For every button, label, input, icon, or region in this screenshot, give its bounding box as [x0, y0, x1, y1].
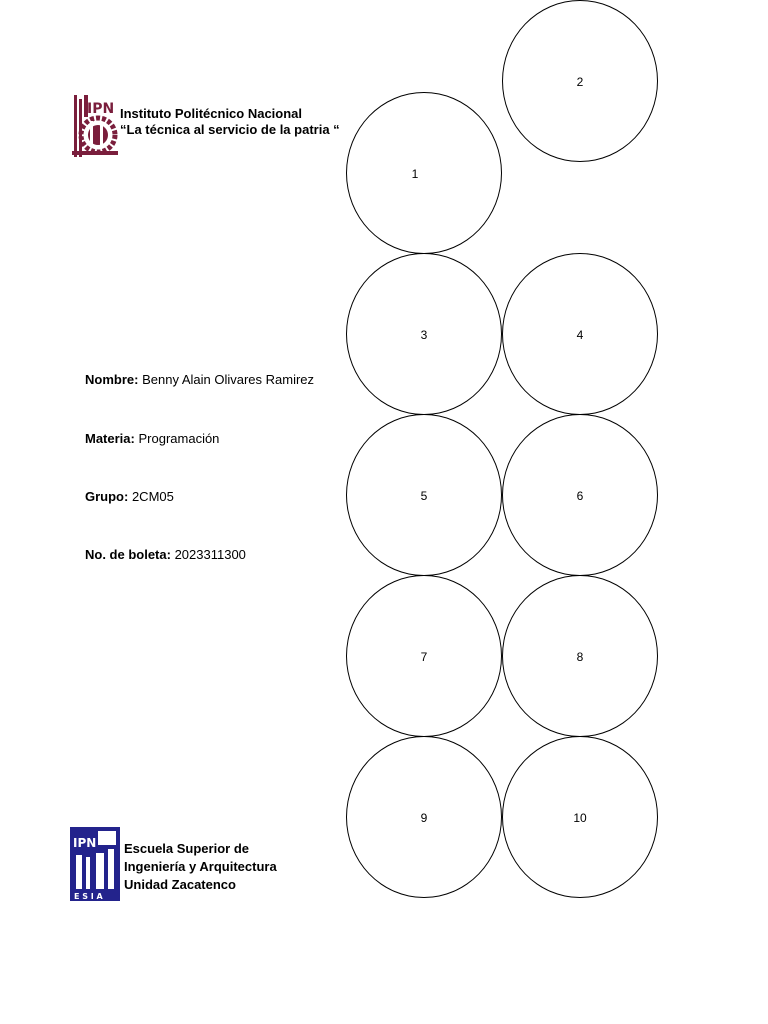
circle-8 — [502, 575, 658, 737]
circle-3 — [346, 253, 502, 415]
circle-number: 6 — [576, 489, 584, 503]
circle-6 — [502, 414, 658, 576]
circle-number: 1 — [411, 167, 419, 181]
svg-text:IPN: IPN — [87, 101, 115, 117]
circle-number: 4 — [576, 328, 584, 342]
field-value: 2023311300 — [174, 547, 246, 562]
circle-number: 9 — [420, 811, 428, 825]
field-label: No. de boleta: — [85, 547, 171, 562]
esia-footer-text — [124, 840, 277, 894]
field-label: Grupo: — [85, 489, 129, 504]
esia-logo-ipn-text: IPN — [73, 836, 97, 850]
field-value: Programación — [138, 431, 220, 446]
circle-2 — [502, 0, 658, 162]
circle-4 — [502, 253, 658, 415]
field-nombre — [85, 372, 314, 387]
field-grupo — [85, 489, 174, 504]
circle-1 — [346, 92, 502, 254]
esia-logo-bottom-text: E S I A — [74, 892, 103, 901]
field-label: Materia: — [85, 431, 135, 446]
circle-number: 2 — [576, 75, 584, 89]
institution-motto: “La técnica al servicio de la patria “ — [120, 122, 340, 137]
field-value: Benny Alain Olivares Ramirez — [142, 372, 315, 387]
circle-number: 7 — [420, 650, 428, 664]
circle-number: 10 — [573, 811, 587, 825]
institution-name: Instituto Politécnico Nacional — [120, 106, 303, 121]
esia-logo — [70, 827, 120, 901]
ipn-logo — [70, 93, 120, 163]
ipn-header-text — [120, 106, 340, 138]
field-value: 2CM05 — [131, 489, 174, 504]
esia-line-2: Ingeniería y Arquitectura — [124, 859, 277, 874]
circle-number: 8 — [576, 650, 584, 664]
field-materia — [85, 431, 219, 446]
circle-5 — [346, 414, 502, 576]
esia-line-3: Unidad Zacatenco — [124, 877, 236, 892]
circle-10 — [502, 736, 658, 898]
circle-7 — [346, 575, 502, 737]
field-label: Nombre: — [85, 372, 139, 387]
circle-number: 3 — [420, 328, 428, 342]
circle-9 — [346, 736, 502, 898]
esia-line-1: Escuela Superior de — [124, 841, 249, 856]
field-boleta — [85, 547, 246, 562]
circle-number: 5 — [420, 489, 428, 503]
